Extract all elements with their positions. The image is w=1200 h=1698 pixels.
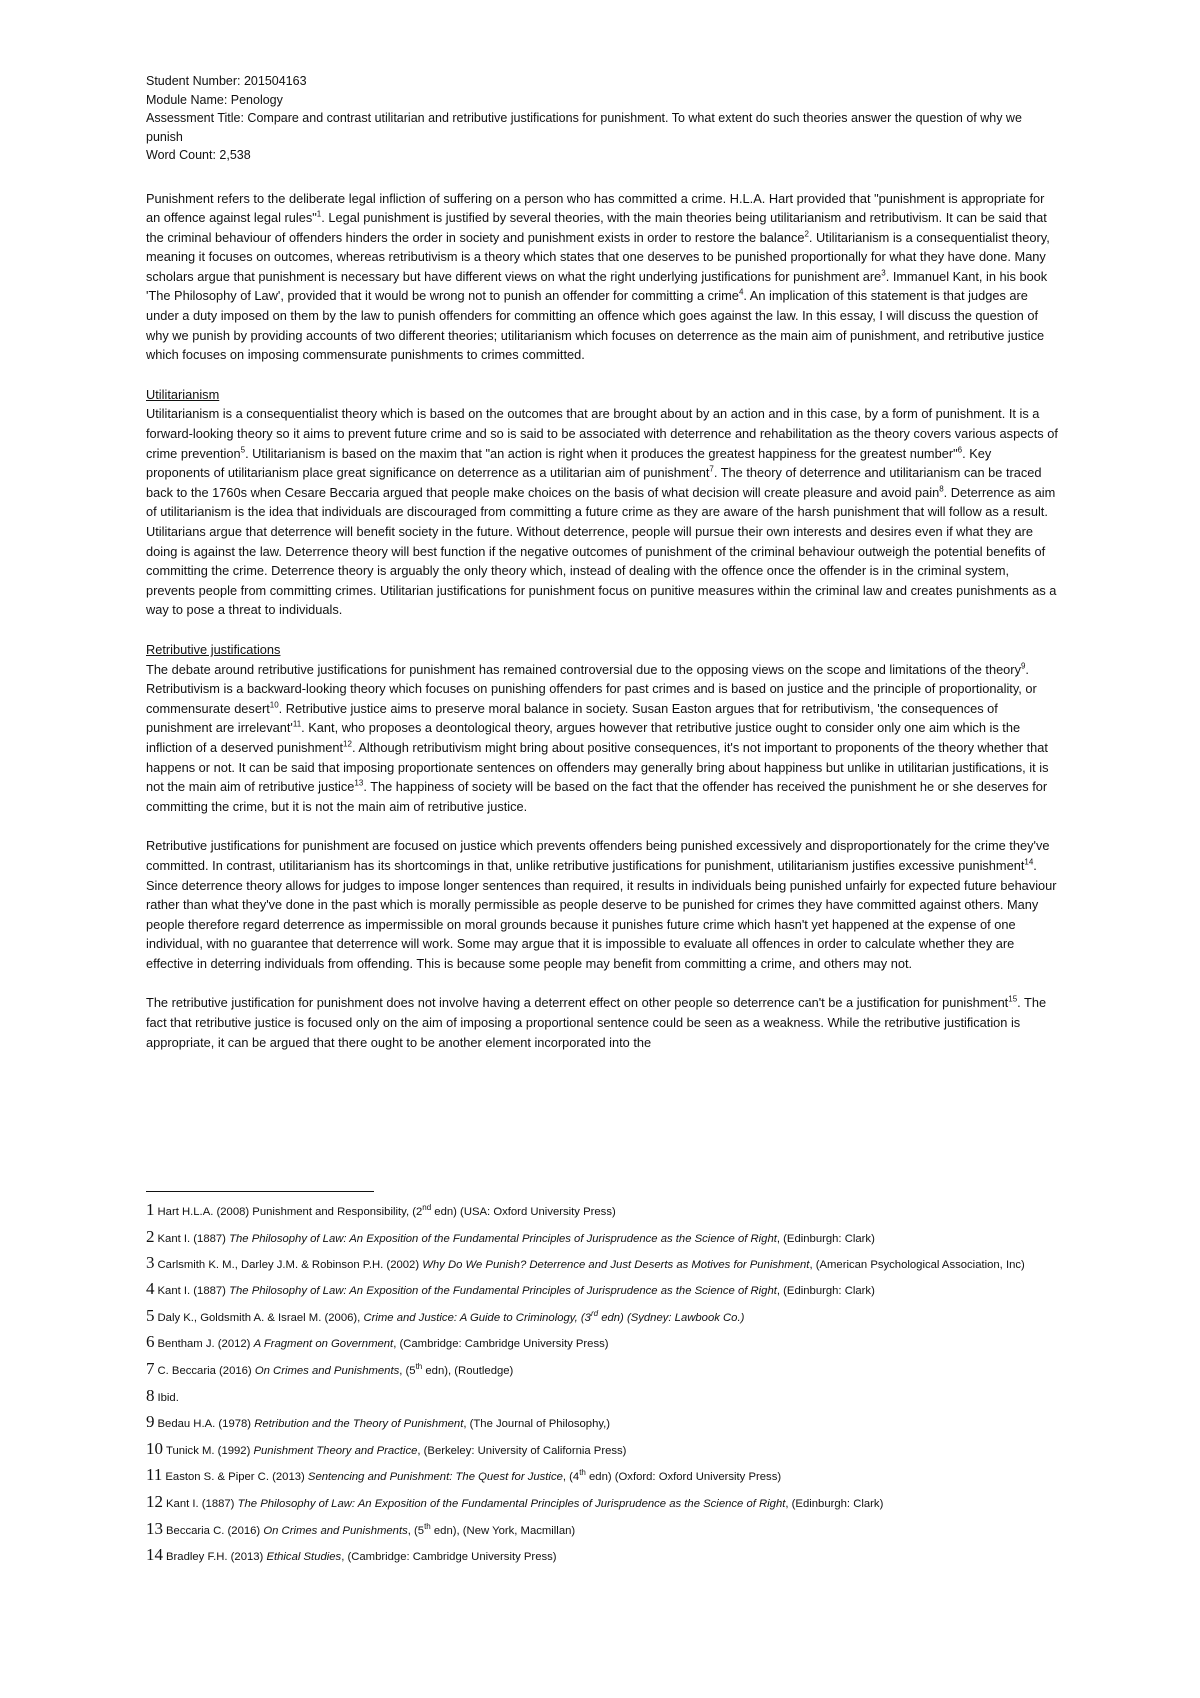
footnote-item: 10 Tunick M. (1992) Punishment Theory and Practice, (Berkeley: University of California Press) [146, 1438, 627, 1458]
retributive-paragraph: The debate around retributive justifications for punishment has remained controversial due to the opposing views on the scope and limitations of the theory$^9$. Retributivism is a backward-looking theory which focuses on punishing offenders for past crimes and is based on justice and the principle of proportionality, or commensurate desert$^{10}$. Retributive justice aims to preserve moral balance in society. Susan Easton argues that for retributivism, 'the consequences of punishment are $irrelevant'^{11}$. Kant, who proposes a deontological theory, argues however that retributive justice ought to consider only one aim which is the infliction of a deserved punishment$^{12}$. Although retributivism might bring about positive consequences, it's not important to proponents of the theory whether that happens or not. It can be said that imposing proportionate sentences on offenders may generally bring about happiness but unlike in utilitarian justifications, it is not the main aim of retributive justice$^{13}$. The happiness of society will be based on the fact that the offender has received the punishment he or she deserves for committing the crime, but it is not the main aim of retributive justice. [146, 661, 1049, 814]
footnote-item: 1 Hart H.L.A. (2008) Punishment and Responsibility, (2nd edn) (USA: Oxford University Press) [146, 1200, 616, 1219]
student-number: Student Number: 201504163 [146, 74, 307, 88]
footnote-separator [146, 1191, 374, 1192]
footnote-item: 14 Bradley F.H. (2013) Ethical Studies, (Cambridge: Cambridge University Press) [146, 1545, 557, 1565]
header-block [146, 72, 1058, 165]
footnote-item: 4 Kant I. (1887) The Philosophy of Law: An Exposition of the Fundamental Principles of Jurisprudence as the Science of Right, (Edinburgh: Clark) [146, 1279, 875, 1299]
footnote-item: 9 Bedau H.A. (1978) Retribution and the Theory of Punishment, (The Journal of Philosophy,) [146, 1412, 611, 1432]
footnote-item: 5 Daly K., Goldsmith A. & Israel M. (2006), Crime and Justice: A Guide to Criminology, (3rd edn) (Sydney: Lawbook Co.) [146, 1305, 745, 1325]
utilitarianism-section [146, 385, 1058, 620]
footnote-item: 7 C. Beccaria (2016) On Crimes and Punishments, (5th edn), (Routledge) [146, 1358, 514, 1378]
document-page [146, 72, 1058, 1072]
essay-body [146, 189, 1058, 1053]
footnote-item: 12 Kant I. (1887) The Philosophy of Law: An Exposition of the Fundamental Principles of Jurisprudence as the Science of Right, (Edinburgh: Clark) [146, 1491, 884, 1511]
module-name: Module Name: Penology [146, 92, 283, 107]
retributive-section [146, 640, 1058, 816]
word-count: Word Count: 2,538 [146, 148, 251, 162]
deterrence-paragraph: The retributive justification for punishment does not involve having a deterrent effect on other people so deterrence can't be a justification for punishment$^{15}$. The fact that retributive justice is focused only on the aim of imposing a proportional sentence could be seen as a weakness. While the retributive justification is appropriate, it can be argued that there ought to be another element incorporated into the [146, 995, 1047, 1050]
excessive-punishment-paragraph: Retributive justifications for punishment are focused on justice which prevents offenders being punished excessively and disproportionately for the crime they've committed. In contrast, utilitarianism has its shortcomings in that, unlike retributive justifications for punishment, utilitarianism justifies excessive punishment$^{14}$. Since deterrence theory allows for judges to impose longer sentences than required, it results in individuals being punished unfairly for expected future behaviour rather than what they've done in the past which is morally permissible as people deserve to be punished for crimes they have committed against others. Many people therefore regard deterrence as impermissible on moral grounds because it punishes future crime which hasn't yet happened at the expense of one individual, with no guarantee that deterrence will work. Some may argue that it is impossible to evaluate all offences in order to calculate whether they are effective in deterring individuals from offending. This is because some people may benefit from committing a crime, and others may not. [146, 838, 1057, 971]
footnote-item: 11 Easton S. & Piper C. (2013) Sentencing and Punishment: The Quest for Justice, (4th edn) (Oxford: Oxford University Press) [146, 1465, 782, 1485]
footnote-item: 2 Kant I. (1887) The Philosophy of Law: An Exposition of the Fundamental Principles of Jurisprudence as the Science of Right, (Edinburgh: Clark) [146, 1226, 875, 1246]
footnotes-list [146, 1198, 1058, 1570]
footnote-item: 8 Ibid. [146, 1385, 179, 1405]
assessment-title: Assessment Title: Compare and contrast utilitarian and retributive justifications for punishment. To what extent do such theories answer the question of why we punish [146, 111, 1022, 144]
section-heading-utilitarianism: Utilitarianism [146, 386, 220, 402]
utilitarianism-paragraph: Utilitarianism is a consequentialist theory which is based on the outcomes that are brought about by an action and in this case, by a form of punishment. It is a forward-looking theory so it aims to prevent future crime and so is said to be associated with deterrence and rehabilitation as the theory covers various aspects of crime prevention$^5$. Utilitarianism is based on the maxim that "an action is right when it produces the greatest happiness for the greatest number"$^6$. Key proponents of utilitarianism place great significance on deterrence as a utilitarian aim of punishment$^7$. The theory of deterrence and utilitarianism can be traced back to the 1760s when Cesare Beccaria argued that people make choices on the basis of what decision will create pleasure and avoid pain$^8$. Deterrence as aim of utilitarianism is the idea that individuals are discouraged from committing a future crime as they are aware of the harsh punishment that will follow as a result. Utilitarians argue that deterrence will benefit society in the future. Without deterrence, people will pursue their own interests and desires even if what they are doing is against the law. Deterrence theory will best function if the negative outcomes of punishment of the criminal behaviour outweigh the potential benefits of committing the crime. Deterrence theory is arguably the only theory which, instead of dealing with the offence once the offender is in the criminal system, prevents people from committing crimes. Utilitarian justifications for punishment focus on punitive measures within the criminal law and creates punishments as a way to pose a threat to individuals. [146, 406, 1058, 618]
footnote-item: 13 Beccaria C. (2016) On Crimes and Punishments, (5th edn), (New York, Macmillan) [146, 1518, 576, 1538]
footnote-item: 3 Carlsmith K. M., Darley J.M. & Robinson P.H. (2002) Why Do We Punish? Deterrence and Just Deserts as Motives for Punishment, (American Psychological Association, Inc) [146, 1253, 1025, 1273]
section-heading-retributive: Retributive justifications [146, 641, 281, 657]
intro-paragraph: Punishment refers to the deliberate legal infliction of suffering on a person who has committed a crime. H.L.A. Hart provided that "punishment is appropriate for an offence against legal rules"$^1$. Legal punishment is justified by several theories, with the main theories being utilitarianism and retributivism. It can be said that the criminal behaviour of offenders hinders the order in society and punishment exists in order to restore the balance$^2$. Utilitarianism is a consequentialist theory, meaning it focuses on outcomes, whereas retributivism is a theory which states that one deserves to be punished proportionally for what they have done. Many scholars argue that punishment is necessary but have different views on what the right underlying justifications for punishment are$^3$. Immanuel Kant, in his book 'The Philosophy of Law', provided that it would be wrong not to punish an offender for committing a crime$^4$. An implication of this statement is that judges are under a duty imposed on them by the law to punish offenders for committing an offence which goes against the law. In this essay, I will discuss the question of why we punish by providing accounts of two different theories; utilitarianism which focuses on deterrence as the main aim of punishment, and retributive justice which focuses on imposing commensurate punishments to crimes committed. [146, 190, 1050, 363]
footnote-item: 6 Bentham J. (2012) A Fragment on Government, (Cambridge: Cambridge University Press) [146, 1332, 609, 1352]
